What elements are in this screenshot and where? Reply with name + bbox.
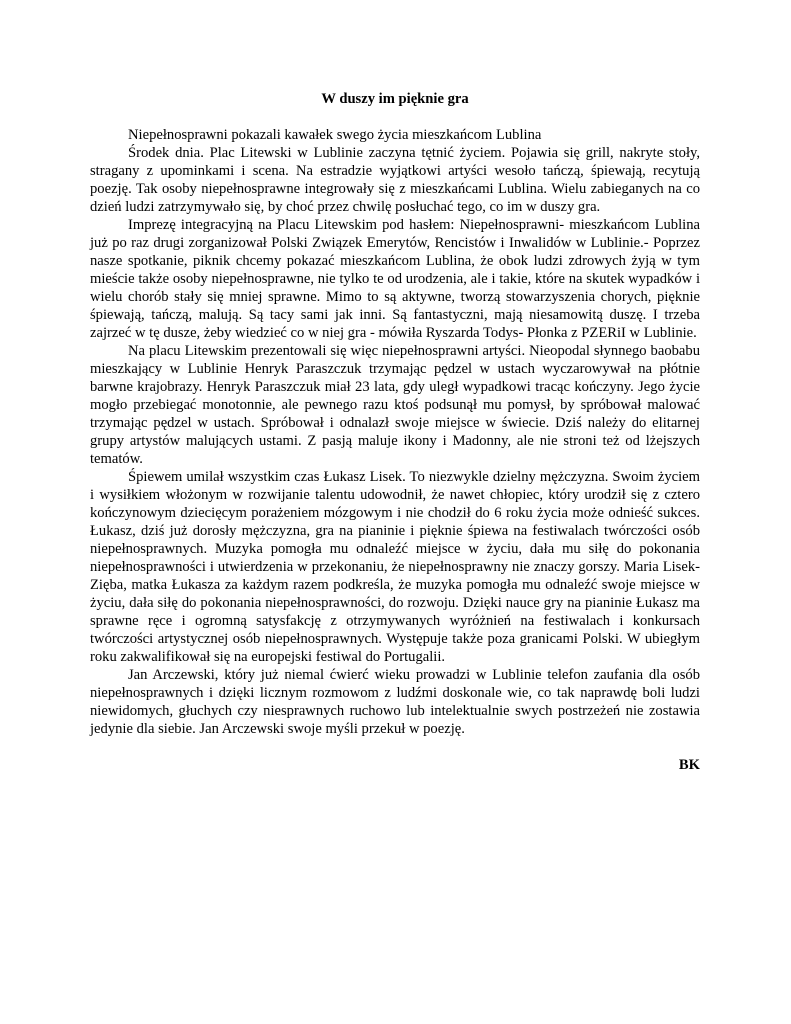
article-paragraph-5: Jan Arczewski, który już niemal ćwierć wieku prowadzi w Lublinie telefon zaufania dla osób niepełnosprawnych i dzięki licznym rozmowom z ludźmi doskonale wie, co tak naprawdę boli ludzi niewidomych, głuchych czy niesprawnych ruchowo lub intelektualnie swych postrzeżeń nie zostawia jedynie dla siebie. Jan Arczewski swoje myśli przekuł w poezję. — [90, 667, 700, 737]
article-paragraph-1: Środek dnia. Plac Litewski w Lublinie zaczyna tętnić życiem. Pojawia się grill, nakryte stoły, stragany z upominkami i scena. Na estradzie wyjątkowi artyści wesoło tańczą, śpiewają, recytują poezję. Tak osoby niepełnosprawne integrowały się z mieszkańcami Lublina. Wielu zabieganych na co dzień ludzi zatrzymywało się, by choć przez chwilę posłuchać tego, co im w duszy gra. — [90, 145, 700, 215]
article-paragraph-4: Śpiewem umilał wszystkim czas Łukasz Lisek. To niezwykle dzielny mężczyzna. Swoim życiem i wysiłkiem włożonym w rozwijanie talentu udowodnił, że nawet chłopiec, który urodził się z cztero kończynowym dziecięcym porażeniem mózgowym i nie chodził do 6 roku życia może odnieść sukces. Łukasz, dziś już dorosły mężczyzna, gra na pianinie i pięknie śpiewa na festiwalach twórczości osób niepełnosprawnych. Muzyka pomogła mu odnaleźć miejsce w życiu, dała mu siłę do pokonania niepełnosprawności i utwierdzenia w przekonaniu, że niepełnosprawny nie znaczy gorszy. Maria Lisek-Zięba, matka Łukasza za każdym razem podkreśla, że muzyka pomogła mu odnaleźć swoje miejsce w życiu, dała siłę do pokonania niepełnosprawności, do rozwoju. Dzięki nauce gry na pianinie Łukasz ma sprawne ręce i ogromną satysfakcję z otrzymywanych wyróżnień na festiwalach i konkursach twórczości artystycznej osób niepełnosprawnych. Występuje także poza granicami Polski. W ubiegłym roku zakwalifikował się na europejski festiwal do Portugalii. — [90, 469, 700, 665]
article-title: W duszy im pięknie gra — [321, 91, 469, 107]
author-signature: BK — [678, 757, 700, 773]
article-paragraph-2: Imprezę integracyjną na Placu Litewskim pod hasłem: Niepełnosprawni- mieszkańcom Lublina już po raz drugi zorganizował Polski Związek Emerytów, Rencistów i Inwalidów w Lublinie.- Poprzez nasze spotkanie, piknik chcemy pokazać mieszkańcom Lublina, że obok ludzi zdrowych żyją w tym mieście także osoby niepełnosprawne, nie tylko te od urodzenia, ale i takie, które na skutek wypadków i wielu chorób stały się mniej sprawne. Mimo to są aktywne, tworzą stowarzyszenia chorych, pięknie śpiewają, tańczą, malują. Są tacy sami jak inni. Są fantastyczni, mają niesamowitą duszę. I trzeba zajrzeć w tę dusze, żeby wiedzieć co w niej gra - mówiła Ryszarda Todys- Płonka z PZERiI w Lublinie. — [90, 217, 700, 341]
article-paragraph-3: Na placu Litewskim prezentowali się więc niepełnosprawni artyści. Nieopodal słynnego baobabu mieszkający w Lublinie Henryk Paraszczuk trzymając pędzel w ustach wyczarowywał na płótnie barwne krajobrazy. Henryk Paraszczuk miał 23 lata, gdy uległ wypadkowi tracąc kończyny. Jego życie mogło przebiegać monotonnie, ale pewnego razu ktoś podsunął mu pomysł, by spróbował malować trzymając pędzel w ustach. Spróbował i odnalazł swoje miejsce w świecie. Dziś należy do elitarnej grupy artystów malujących ustami. Z pasją maluje ikony i Madonny, ale nie stroni też od lżejszych tematów. — [90, 343, 700, 467]
article-subtitle: Niepełnosprawni pokazali kawałek swego życia mieszkańcom Lublina — [128, 127, 542, 143]
document-page — [90, 90, 700, 789]
